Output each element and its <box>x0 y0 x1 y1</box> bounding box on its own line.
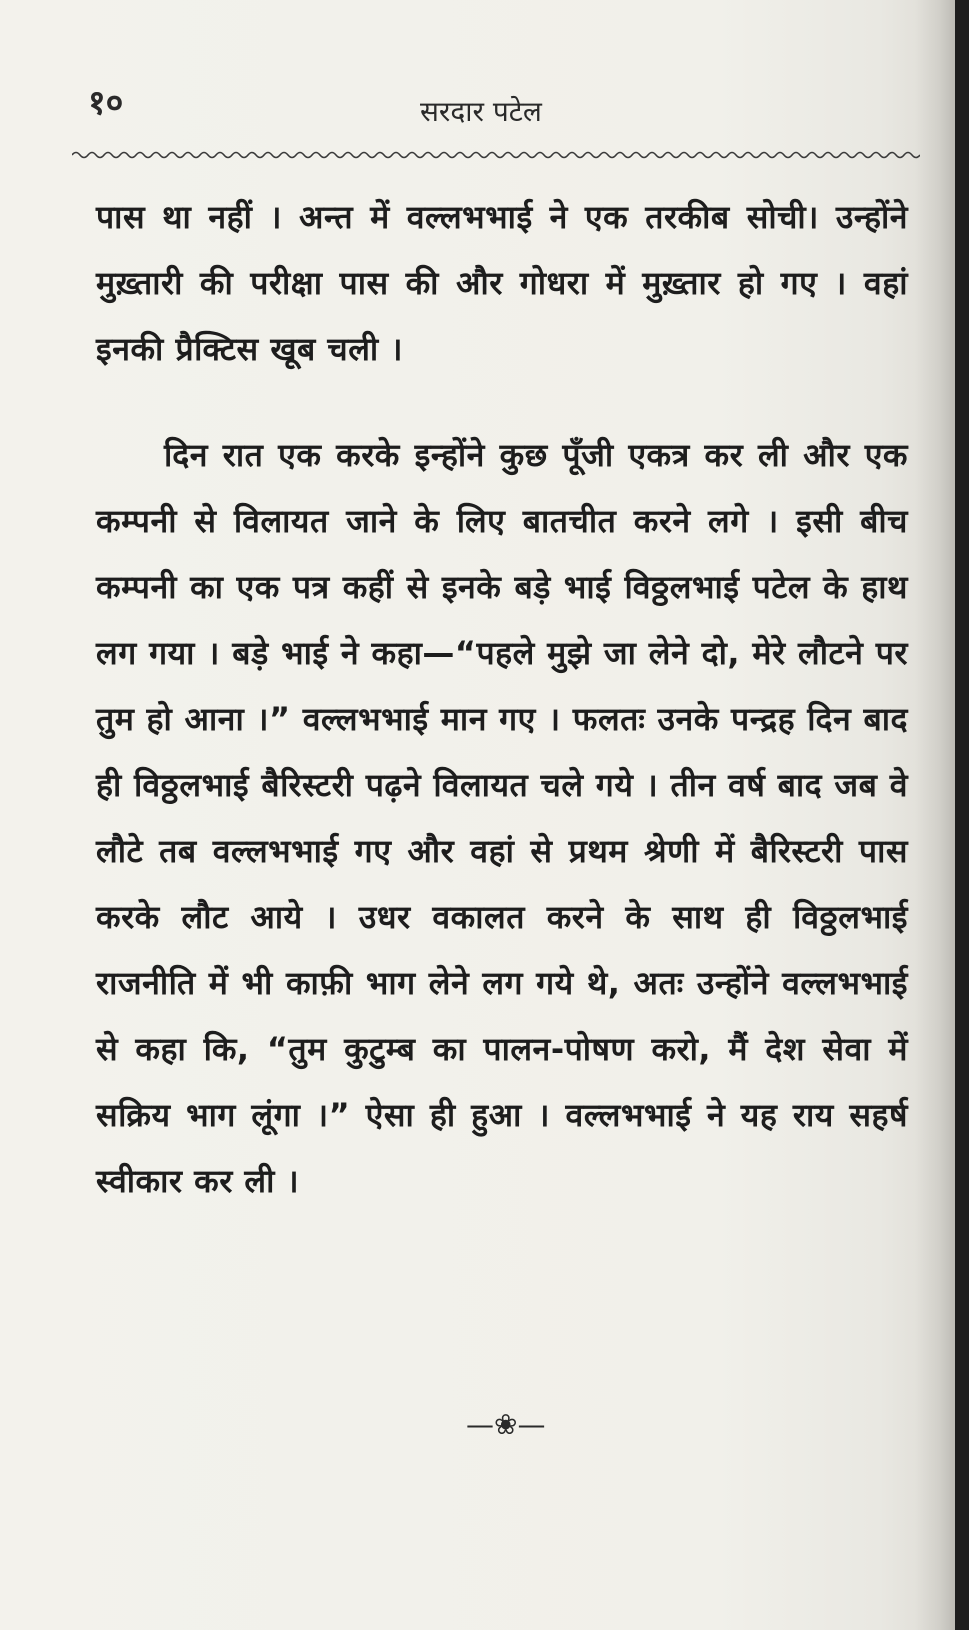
body-text <box>96 184 908 1214</box>
page-number: १० <box>88 83 124 123</box>
section-end-ornament: —❀— <box>466 1408 546 1441</box>
wavy-header-rule <box>72 148 920 162</box>
running-title: सरदार पटेल <box>420 95 542 128</box>
page-spine-shadow <box>915 0 955 1630</box>
paragraph-2: दिन रात एक करके इन्होंने कुछ पूँजी एकत्र कर ली और एक कम्पनी से विलायत जाने के लिए बातचीत करने लगे । इसी बीच कम्पनी का एक पत्र कहीं से इनके बड़े भाई विठ्ठलभाई पटेल के हाथ लग गया । बड़े भाई ने कहा—“पहले मुझे जा लेने दो, मेरे लौटने पर तुम हो आना ।” वल्लभभाई मान गए । फलतः उनके पन्द्रह दिन बाद ही विठ्ठलभाई बैरिस्टरी पढ़ने विलायत चले गये । तीन वर्ष बाद जब वे लौटे तब वल्लभभाई गए और वहां से प्रथम श्रेणी में बैरिस्टरी पास करके लौट आये । उधर वकालत करने के साथ ही विठ्ठलभाई राजनीति में भी काफ़ी भाग लेने लग गये थे, अतः उन्होंने वल्लभभाई से कहा कि, “तुम कुटुम्ब का पालन-पोषण करो, मैं देश सेवा में सक्रिय भाग लूंगा ।” ऐसा ही हुआ । वल्लभभाई ने यह राय सहर्ष स्वीकार कर ली । <box>96 436 908 1200</box>
paragraph-1: पास था नहीं । अन्त में वल्लभभाई ने एक तरकीब सोची। उन्होंने मुख़्तारी की परीक्षा पास की और गोधरा में मुख़्तार हो गए । वहां इनकी प्रैक्टिस खूब चली । <box>96 198 908 368</box>
